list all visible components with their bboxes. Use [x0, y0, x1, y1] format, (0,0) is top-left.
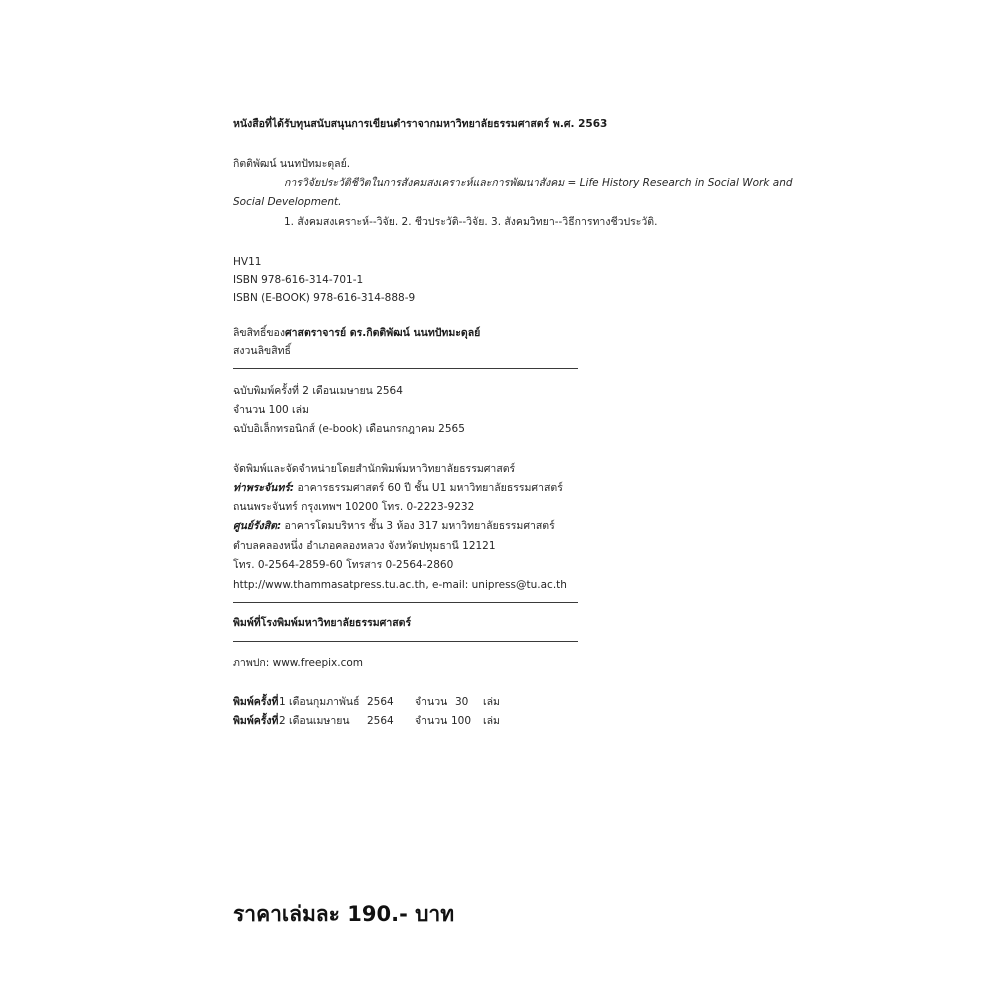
print-year: 2564 — [367, 715, 394, 727]
rangsit-line-2: ตำบลคลองหนึ่ง อำเภอคลองหลวง จังหวัดปทุมธานี 12121 — [233, 540, 496, 552]
copyright-prefix: ลิขสิทธิ์ของ — [233, 327, 285, 339]
catalog-title-cont: Social Development. — [233, 196, 342, 208]
divider — [233, 368, 578, 369]
rangsit-text: อาคารโดมบริหาร ชั้น 3 ห้อง 317 มหาวิทยาลัยธรรมศาสตร์ — [281, 520, 555, 532]
tha-prachan-address — [233, 481, 563, 495]
print-text: 1 เดือนกุมภาพันธ์ — [279, 696, 360, 708]
tha-prachan-line-2: ถนนพระจันทร์ กรุงเทพฯ 10200 โทร. 0-2223-9232 — [233, 501, 475, 513]
print-year: 2564 — [367, 696, 394, 708]
funding-header: หนังสือที่ได้รับทุนสนับสนุนการเขียนตำราจากมหาวิทยาลัยธรรมศาสตร์ พ.ศ. 2563 — [233, 118, 608, 130]
copyright-line — [233, 326, 480, 340]
rights-reserved: สงวนลิขสิทธิ์ — [233, 345, 291, 357]
print-label: พิมพ์ครั้งที่ — [233, 696, 279, 708]
tha-prachan-text: อาคารธรรมศาสตร์ 60 ปี ชั้น U1 มหาวิทยาลัยธรรมศาสตร์ — [294, 482, 563, 494]
rangsit-address — [233, 519, 555, 533]
printer-line: พิมพ์ที่โรงพิมพ์มหาวิทยาลัยธรรมศาสตร์ — [233, 617, 412, 629]
print-qty: 100 — [451, 715, 472, 727]
print-label: พิมพ์ครั้งที่ — [233, 715, 279, 727]
cover-credit: ภาพปก: www.freepix.com — [233, 657, 364, 669]
publisher-phone: โทร. 0-2564-2859-60 โทรสาร 0-2564-2860 — [233, 559, 454, 571]
isbn-ebook: ISBN (E-BOOK) 978-616-314-888-9 — [233, 292, 416, 304]
catalog-author: กิตติพัฒน์ นนทปัทมะดุลย์. — [233, 158, 351, 170]
call-number: HV11 — [233, 256, 262, 268]
tha-prachan-label: ท่าพระจันทร์: — [233, 482, 295, 494]
price-label: ราคาเล่มละ 190.- บาท — [233, 902, 455, 926]
publisher-web: http://www.thammasatpress.tu.ac.th, e-mail: unipress@tu.ac.th — [233, 579, 567, 591]
edition-line-2: จำนวน 100 เล่ม — [233, 404, 309, 416]
print-unit: เล่ม — [483, 696, 500, 708]
copyright-holder: ศาสตราจารย์ ดร.กิตติพัฒน์ นนทปัทมะดุลย์ — [284, 327, 481, 339]
isbn: ISBN 978-616-314-701-1 — [233, 274, 364, 286]
print-qty-label: จำนวน — [415, 696, 448, 708]
print-unit: เล่ม — [483, 715, 500, 727]
publisher-line: จัดพิมพ์และจัดจำหน่ายโดยสำนักพิมพ์มหาวิทยาลัยธรรมศาสตร์ — [233, 463, 516, 475]
print-qty-label: จำนวน — [415, 715, 448, 727]
rangsit-label: ศูนย์รังสิต: — [233, 520, 282, 532]
catalog-title: การวิจัยประวัติชีวิตในการสังคมสงเคราะห์และการพัฒนาสังคม = Life History Research in Social Work and — [284, 177, 793, 189]
edition-line-1: ฉบับพิมพ์ครั้งที่ 2 เดือนเมษายน 2564 — [233, 385, 403, 397]
divider — [233, 602, 578, 603]
print-text: 2 เดือนเมษายน — [279, 715, 350, 727]
catalog-subjects: 1. สังคมสงเคราะห์--วิจัย. 2. ชีวประวัติ--วิจัย. 3. สังคมวิทยา--วิธีการทางชีวประวัติ. — [284, 216, 658, 228]
print-qty: 30 — [455, 696, 469, 708]
divider — [233, 641, 578, 642]
edition-line-3: ฉบับอิเล็กทรอนิกส์ (e-book) เดือนกรกฎาคม 2565 — [233, 423, 465, 435]
